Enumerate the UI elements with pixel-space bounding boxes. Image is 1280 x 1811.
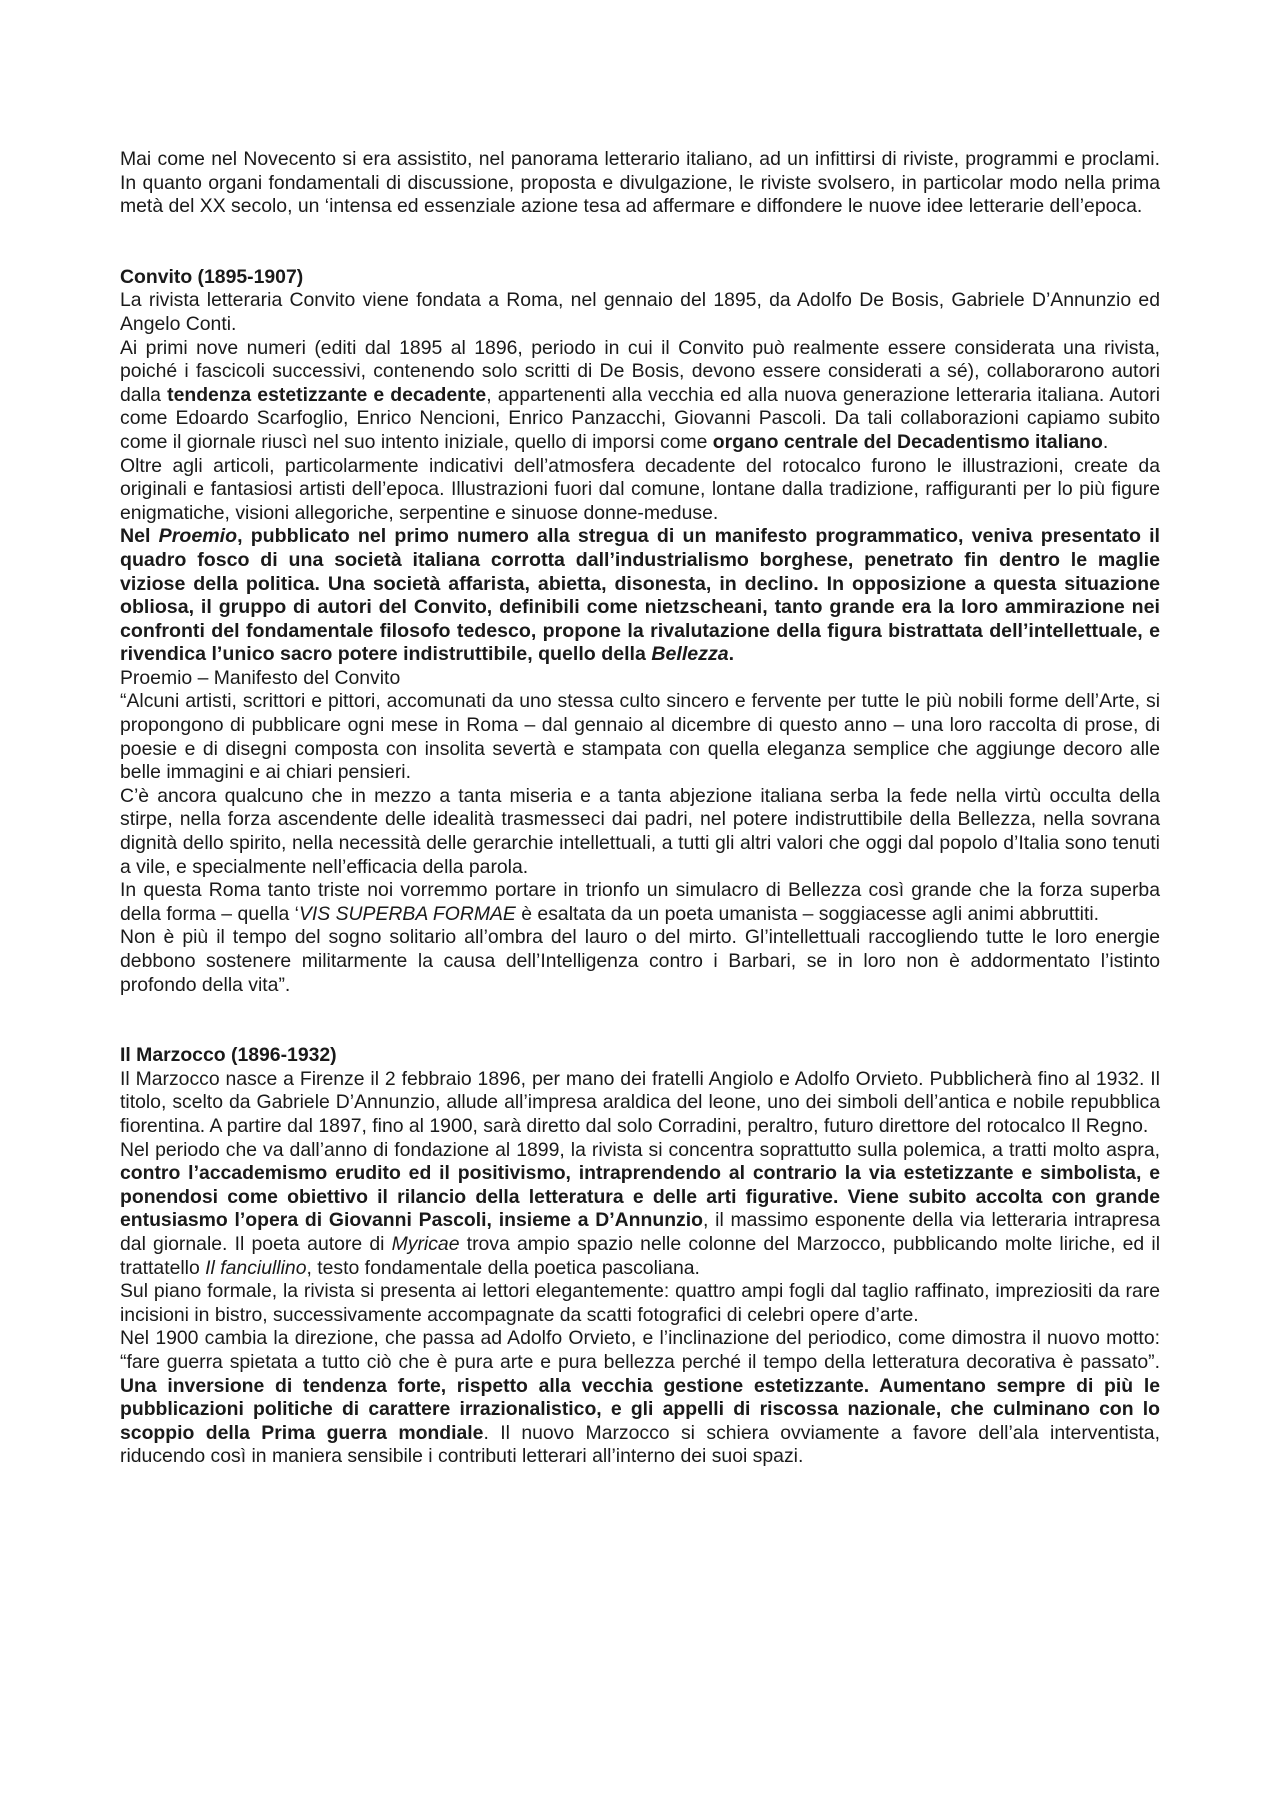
marzocco-paragraph-format: Sul piano formale, la rivista si presenta ai lettori elegantemente: quattro ampi fogli dal taglio raffinato, impreziositi da rare incisioni in bistro, successivamente accompagnate da scatti fotografici di celebri opere d’arte. (120, 1280, 1160, 1326)
proemio-quote-1: “Alcuni artisti, scrittori e pittori, accomunati da uno stessa culto sincero e fervente per tutte le più nobili forme dell’Arte, si propongono di pubblicare ogni mese in Roma – dal gennaio al dicembre di questo anno – una loro raccolta di prose, di poesie e di disegni composta con insolita severtà e stampata con quella eleganza semplice che aggiunge decoro alle belle immagini e ai chiari pensieri. (120, 690, 1160, 784)
proemio-quote-2: C’è ancora qualcuno che in mezzo a tanta miseria e a tanta abjezione italiana serba la fede nella virtù occulta della stirpe, nella forza ascendente delle idealità trasmesseci dai padri, nel potere indistruttibile della Bellezza, nella sovrana dignità dello spirito, nella necessità delle gerarchie intellettuali, a tutti gli altri valori che oggi dal popolo d’Italia sono tenuti a vile, e specialmente nell’efficacia della parola. (120, 784, 1160, 878)
proemio-quote-4: Non è più il tempo del sogno solitario all’ombra del lauro o del mirto. Gl’intellettuali raccogliendo tutte le loro energie debbono sostenere militarmente la causa dell’Intelligenza contro i Barbari, se in loro non è addormentato l’istinto profondo della vita”. (120, 926, 1160, 996)
marzocco-paragraph-polemic: Nel periodo che va dall’anno di fondazione al 1899, la rivista si concentra soprattutto sulla polemica, a tratti molto aspra, contro l’accademismo erudito ed il positivismo, intraprendendo al contrario la via estetizzante e simbolista, e ponendosi come obiettivo il rilancio della letteratura e delle arti figurative. Viene subito accolta con grande entusiasmo l’opera di Giovanni Pascoli, insieme a D’Annunzio, il massimo esponente della via letteraria intrapresa dal giornale. Il poeta autore di Myricae trova ampio spazio nelle colonne del Marzocco, pubblicando molte liriche, ed il trattatello Il fanciullino, testo fondamentale della poetica pascoliana. (120, 1138, 1160, 1279)
convito-heading: Convito (1895-1907) (120, 265, 304, 288)
convito-paragraph-founding: La rivista letteraria Convito viene fondata a Roma, nel gennaio del 1895, da Adolfo De Bosis, Gabriele D’Annunzio ed Angelo Conti. (120, 289, 1160, 335)
section-spacer (120, 219, 1160, 266)
convito-paragraph-authors: Ai primi nove numeri (editi dal 1895 al 1896, periodo in cui il Convito può realmente essere considerata una rivista, poiché i fascicoli successivi, contenendo solo scritti di De Bosis, devono essere considerati a sé), collaborarono autori dalla tendenza estetizzante e decadente, appartenenti alla vecchia ed alla nuova generazione letteraria italiana. Autori come Edoardo Scarfoglio, Enrico Nencioni, Enrico Panzacchi, Giovanni Pascoli. Da tali collaborazioni capiamo subito come il giornale riuscì nel suo intento iniziale, quello di imporsi come organo centrale del Decadentismo italiano. (120, 336, 1161, 453)
marzocco-paragraph-founding: Il Marzocco nasce a Firenze il 2 febbraio 1896, per mano dei fratelli Angiolo e Adolfo Orvieto. Pubblicherà fino al 1932. Il titolo, scelto da Gabriele D’Annunzio, allude all’impresa araldica del leone, uno dei simboli dell’antica e nobile repubblica fiorentina. A partire dal 1897, fino al 1900, sarà diretto dal solo Corradini, peraltro, futuro direttore del rotocalco Il Regno. (120, 1067, 1160, 1137)
document-page (120, 148, 1160, 1469)
proemio-title: Proemio – Manifesto del Convito (120, 666, 401, 689)
section-spacer (120, 997, 1160, 1044)
proemio-quote-3: In questa Roma tanto triste noi vorremmo portare in trionfo un simulacro di Bellezza così grande che la forza superba della forma – quella ‘VIS SUPERBA FORMAE è esaltata da un poeta umanista – soggiacesse agli animi abbruttiti. (120, 879, 1160, 925)
convito-paragraph-illustrations: Oltre agli articoli, particolarmente indicativi dell’atmosfera decadente del rotocalco furono le illustrazioni, create da originali e fantasiosi artisti dell’epoca. Illustrazioni fuori dal comune, lontane dalla tradizione, raffiguranti per lo più figure enigmatiche, visioni allegoriche, serpentine e sinuose donne-meduse. (120, 454, 1160, 524)
marzocco-paragraph-1900: Nel 1900 cambia la direzione, che passa ad Adolfo Orvieto, e l’inclinazione del periodico, come dimostra il nuovo motto: “fare guerra spietata a tutto ciò che è pura arte e pura bellezza perché il tempo della letteratura decorativa è passato”. Una inversione di tendenza forte, rispetto alla vecchia gestione estetizzante. Aumentano sempre di più le pubblicazioni politiche di carattere irrazionalistico, e gli appelli di riscossa nazionale, che culminano con lo scoppio della Prima guerra mondiale. Il nuovo Marzocco si schiera ovviamente a favore dell’ala interventista, riducendo così in maniera sensibile i contributi letterari all’interno dei suoi spazi. (120, 1327, 1160, 1468)
marzocco-heading: Il Marzocco (1896-1932) (120, 1044, 337, 1067)
convito-paragraph-proemio: Nel Proemio, pubblicato nel primo numero alla stregua di un manifesto programmatico, veniva presentato il quadro fosco di una società italiana corrotta dall’industrialismo borghese, penetrato fin dentro le maglie viziose della politica. Una società affarista, abietta, disonesta, in declino. In opposizione a questa situazione obliosa, il gruppo di autori del Convito, definibili come nietzscheani, tanto grande era la loro ammirazione nei confronti del fondamentale filosofo tedesco, propone la rivalutazione della figura bistrattata dell’intellettuale, e rivendica l’unico sacro potere indistruttibile, quello della Bellezza. (120, 525, 1160, 666)
intro-paragraph: Mai come nel Novecento si era assistito, nel panorama letterario italiano, ad un infittirsi di riviste, programmi e proclami. In quanto organi fondamentali di discussione, proposta e divulgazione, le riviste svolsero, in particolar modo nella prima metà del XX secolo, un ‘intensa ed essenziale azione tesa ad affermare e diffondere le nuove idee letterarie dell’epoca. (120, 148, 1160, 218)
